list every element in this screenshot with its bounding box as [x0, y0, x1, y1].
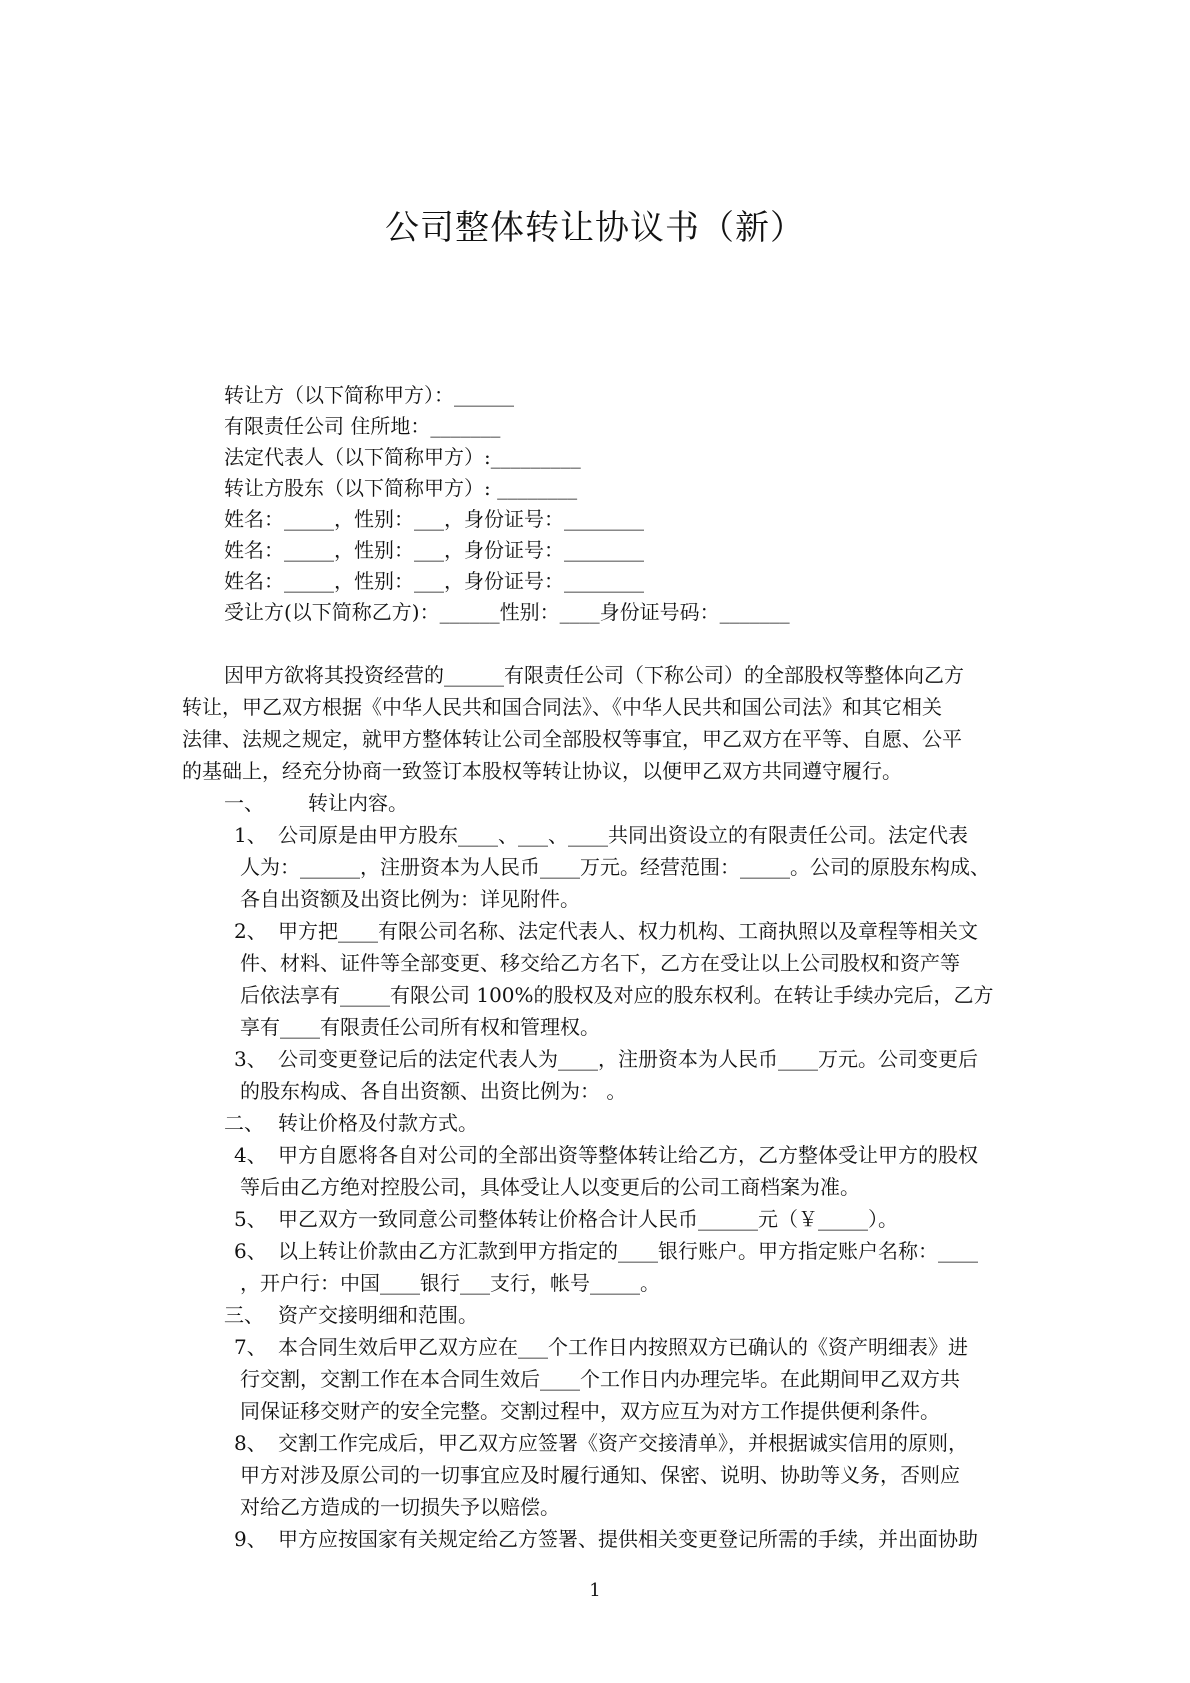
- section-heading: 转让内容。: [308, 791, 408, 815]
- party-line: 姓名：_____，性别：___，身份证号：________: [224, 569, 644, 593]
- item-line: 对给乙方造成的一切损失予以赔偿。: [240, 1495, 560, 1519]
- item-number: 7、: [234, 1335, 267, 1359]
- party-line: 转让方股东（以下简称甲方）: ________: [224, 476, 578, 500]
- item-line: 人为：______，注册资本为人民币____万元。经营范围：_____。公司的原股东构成、: [240, 855, 990, 879]
- section-number: 三、: [224, 1303, 264, 1327]
- preamble-line: 法律、法规之规定，就甲方整体转让公司全部股权等事宜，甲乙双方在平等、自愿、公平: [182, 727, 962, 751]
- item-line: 各自出资额及出资比例为：详见附件。: [240, 887, 580, 911]
- item-number: 8、: [234, 1431, 267, 1455]
- item-number: 2、: [234, 919, 267, 943]
- item-line: 本合同生效后甲乙双方应在___个工作日内按照双方已确认的《资产明细表》进: [278, 1335, 968, 1359]
- item-line: 甲方应按国家有关规定给乙方签署、提供相关变更登记所需的手续，并出面协助: [278, 1527, 978, 1551]
- item-line: 同保证移交财产的安全完整。交割过程中，双方应互为对方工作提供便利条件。: [240, 1399, 940, 1423]
- item-line: ，开户行：中国____银行___支行，帐号_____。: [240, 1271, 660, 1295]
- party-line: 法定代表人（以下简称甲方）:_________: [224, 445, 581, 469]
- item-number: 6、: [234, 1239, 267, 1263]
- item-line: 等后由乙方绝对控股公司，具体受让人以变更后的公司工商档案为准。: [240, 1175, 860, 1199]
- item-line: 公司原是由甲方股东____、___、____共同出资设立的有限责任公司。法定代表: [278, 823, 968, 847]
- preamble-line: 转让，甲乙双方根据《中华人民共和国合同法》、《中华人民共和国公司法》和其它相关: [182, 695, 942, 719]
- item-number: 4、: [234, 1143, 267, 1167]
- item-line: 享有____有限责任公司所有权和管理权。: [240, 1015, 600, 1039]
- item-line: 交割工作完成后，甲乙双方应签署《资产交接清单》，并根据诚实信用的原则，: [278, 1431, 968, 1455]
- item-line: 甲乙双方一致同意公司整体转让价格合计人民币______元（￥_____）。: [278, 1207, 898, 1231]
- party-line: 姓名：_____，性别：___，身份证号：________: [224, 507, 644, 531]
- item-line: 后依法享有_____有限公司 100%的股权及对应的股东权利。在转让手续办完后，乙方: [240, 983, 994, 1007]
- page-number: 1: [589, 1580, 601, 1601]
- item-number: 9、: [234, 1527, 267, 1551]
- party-line: 姓名：_____，性别：___，身份证号：________: [224, 538, 644, 562]
- section-number: 一、: [224, 791, 264, 815]
- item-line: 的股东构成、各自出资额、出资比例为： 。: [240, 1079, 627, 1103]
- item-line: 甲方自愿将各自对公司的全部出资等整体转让给乙方，乙方整体受让甲方的股权: [278, 1143, 978, 1167]
- document-title: 公司整体转让协议书（新）: [385, 208, 805, 248]
- party-line: 转让方（以下简称甲方）：______: [224, 383, 514, 407]
- item-number: 3、: [234, 1047, 267, 1071]
- item-line: 公司变更登记后的法定代表人为____，注册资本为人民币____万元。公司变更后: [278, 1047, 978, 1071]
- item-line: 以上转让价款由乙方汇款到甲方指定的____银行账户。甲方指定账户名称：____: [278, 1239, 978, 1263]
- item-line: 行交割，交割工作在本合同生效后____个工作日内办理完毕。在此期间甲乙双方共: [240, 1367, 960, 1391]
- item-line: 件、材料、证件等全部变更、移交给乙方名下，乙方在受让以上公司股权和资产等: [240, 951, 960, 975]
- item-line: 甲方把____有限公司名称、法定代表人、权力机构、工商执照以及章程等相关文: [278, 919, 978, 943]
- preamble-line: 的基础上，经充分协商一致签订本股权等转让协议，以便甲乙双方共同遵守履行。: [182, 759, 902, 783]
- section-number: 二、: [224, 1111, 264, 1135]
- party-line: 受让方(以下简称乙方)：______性别：____身份证号码：_______: [224, 600, 790, 624]
- section-heading: 转让价格及付款方式。: [278, 1111, 478, 1135]
- item-number: 1、: [234, 823, 267, 847]
- item-number: 5、: [234, 1207, 267, 1231]
- item-line: 甲方对涉及原公司的一切事宜应及时履行通知、保密、说明、协助等义务，否则应: [240, 1463, 960, 1487]
- section-heading: 资产交接明细和范围。: [278, 1303, 478, 1327]
- preamble-line: 因甲方欲将其投资经营的______有限责任公司（下称公司）的全部股权等整体向乙方: [224, 663, 964, 687]
- party-line: 有限责任公司 住所地：_______: [224, 414, 501, 438]
